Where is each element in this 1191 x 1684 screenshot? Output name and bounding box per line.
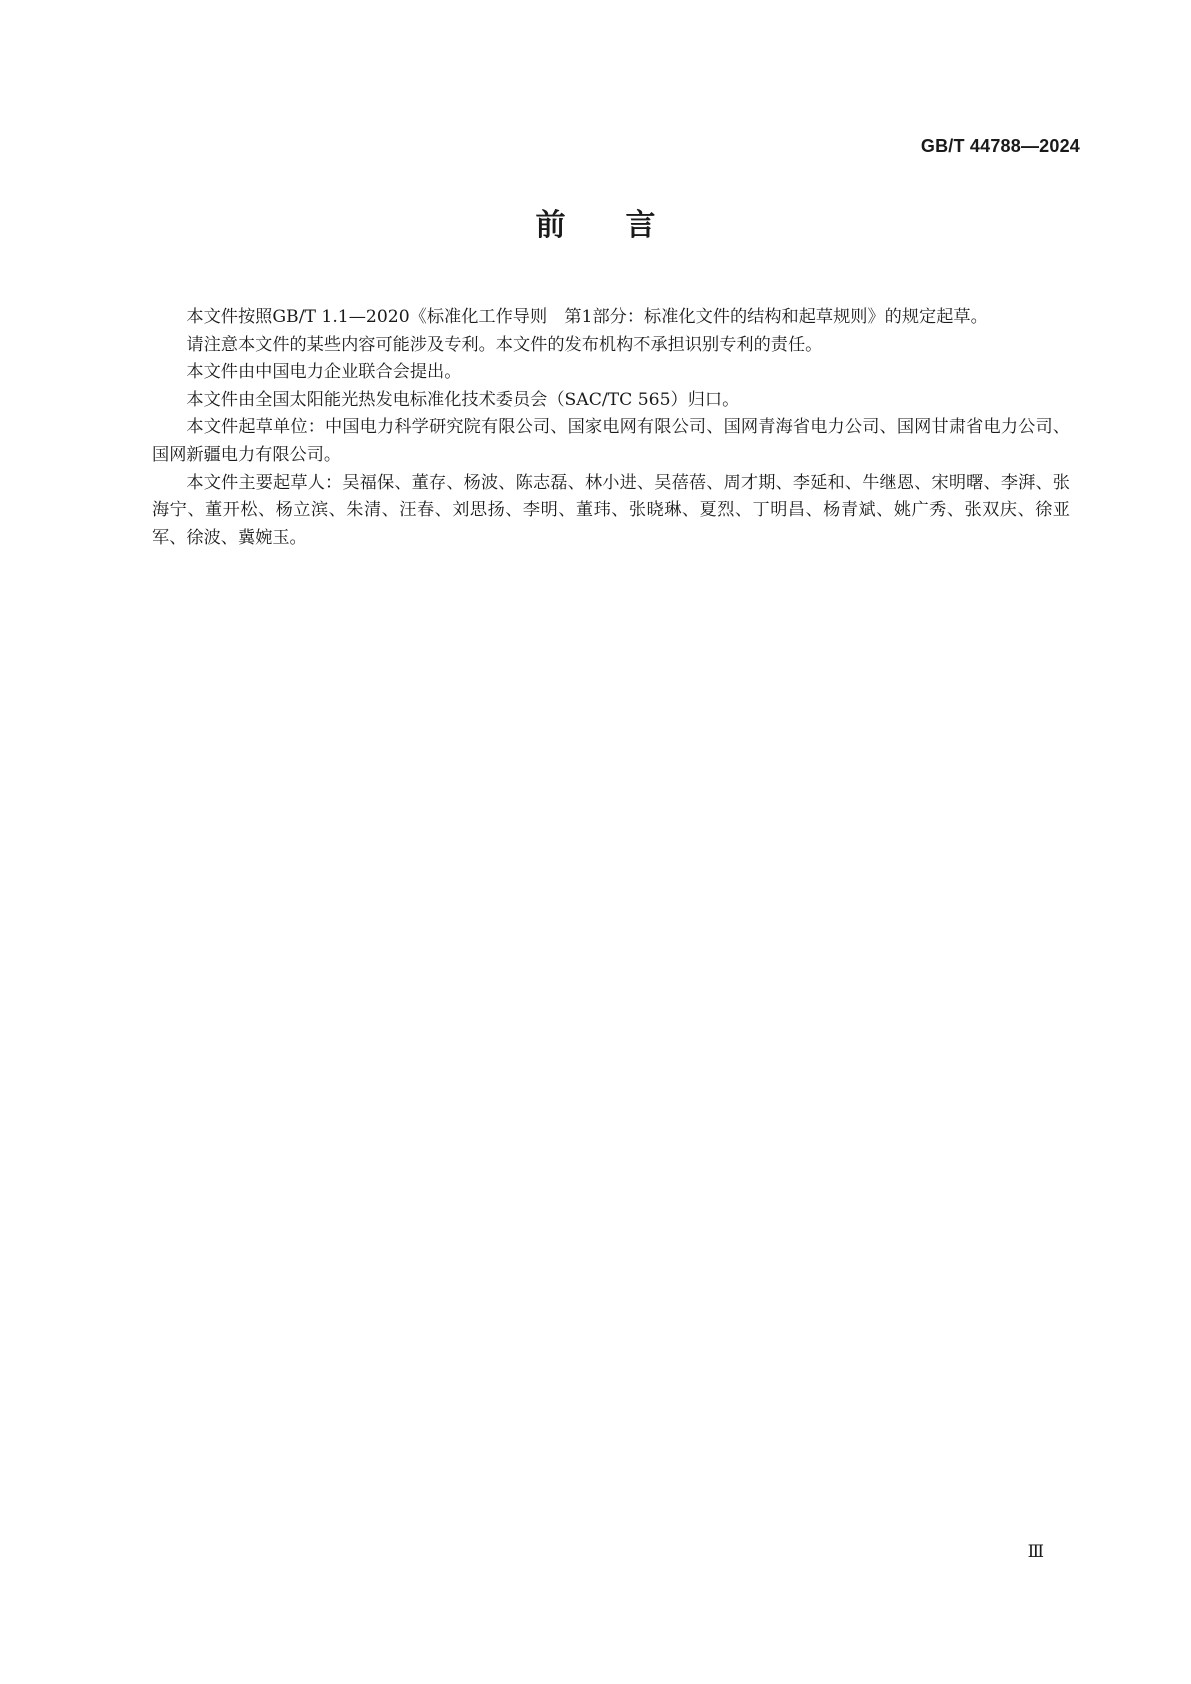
paragraph-drafting-rules: 本文件按照GB/T 1.1—2020《标准化工作导则 第1部分：标准化文件的结构和起草规则》的规定起草。 [186, 307, 988, 327]
paragraph-technical-committee: 本文件由全国太阳能光热发电标准化技术委员会（SAC/TC 565）归口。 [186, 389, 740, 410]
foreword-body [152, 304, 1070, 552]
paragraph-proposer: 本文件由中国电力企业联合会提出。 [186, 362, 462, 383]
page-number: Ⅲ [1027, 1542, 1043, 1562]
standard-code: GB/T 44788—2024 [920, 136, 1080, 156]
paragraph-drafting-units: 本文件起草单位：中国电力科学研究院有限公司、国家电网有限公司、国网青海省电力公司、国网甘肃省电力公司、国网新疆电力有限公司。 [152, 417, 1070, 465]
paragraph-patent-notice: 请注意本文件的某些内容可能涉及专利。本文件的发布机构不承担识别专利的责任。 [186, 334, 823, 355]
paragraph-drafters: 本文件主要起草人：吴福保、董存、杨波、陈志磊、林小进、吴蓓蓓、周才期、李延和、牛继恩、宋明曙、李湃、张海宁、董开松、杨立滨、朱清、汪春、刘思扬、李明、董玮、张晓琳、夏烈、丁明昌、杨青斌、姚广秀、张双庆、徐亚军、徐波、冀婉玉。 [152, 472, 1070, 548]
page-title: 前言 [535, 208, 716, 243]
